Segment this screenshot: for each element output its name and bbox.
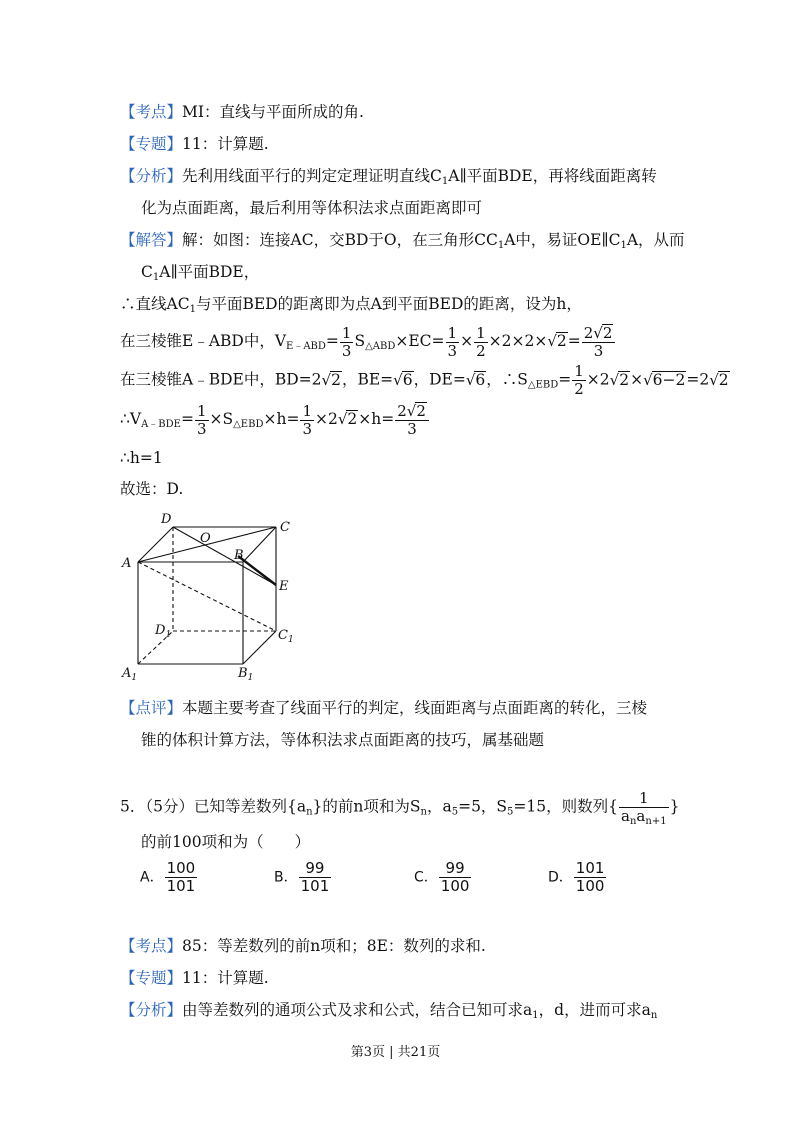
- sequence-fraction: $\frac{1}{a_na_{n+1}}$: [621, 789, 667, 827]
- q5-stem-2: 的前100项和为（ ）: [141, 833, 311, 851]
- label-E: E: [279, 579, 289, 594]
- option-a-label: A．: [140, 869, 164, 886]
- label-A1: $A_1$: [122, 666, 138, 683]
- label-A: A: [122, 556, 132, 571]
- jieda-text-2a: C: [141, 263, 153, 281]
- option-b-num: 99: [299, 860, 332, 878]
- line-BE: [238, 556, 276, 585]
- option-d-num: 101: [575, 859, 605, 877]
- option-a-num: 100: [166, 859, 196, 877]
- edge-BC: [243, 527, 276, 562]
- option-c-den: 100: [440, 877, 470, 895]
- option-c-label: C．: [414, 869, 438, 886]
- cube-figure: [118, 510, 303, 685]
- dianping-line-1: [120, 697, 731, 719]
- q5-stem-c: ，a: [426, 797, 452, 816]
- zhuanti-text: 11：计算题.: [182, 135, 269, 153]
- option-b-label: B．: [274, 869, 298, 886]
- option-b-den: 101: [300, 877, 330, 895]
- option-a[interactable]: [140, 860, 198, 895]
- q5-fenxi-text-b: ，d，进而可求a: [538, 1001, 651, 1019]
- jieda-text-a: 解：如图：连接AC，交BD于O，在三角形CC: [182, 231, 498, 249]
- option-d-label: D．: [548, 869, 573, 886]
- option-c-num: 99: [439, 860, 472, 878]
- h-result: ∴h=1: [120, 449, 163, 467]
- label-D1: $D_1$: [155, 623, 172, 640]
- zhuanti-line: [120, 133, 731, 155]
- formula-line-5: 在三棱锥A﹣BDE中，BD=2√2，BE=√6，DE=√6，$\therefore S_{\triangle EBD}=$ $\frac{1}{2}$ ×2√2×√6−2=2√2: [120, 362, 729, 398]
- edge-B1C1: [243, 631, 276, 664]
- q5-stem-a: 5．（5分）已知等差数列{a: [120, 797, 307, 816]
- q5-kaodian-text: 85：等差数列的前n项和；8E：数列的求和.: [182, 937, 486, 955]
- fenxi-line-2: [141, 197, 731, 219]
- dianping-text-1: 本题主要考查了线面平行的判定，线面距离与点面距离的转化，三棱: [182, 699, 648, 717]
- kaodian-text: MI：直线与平面所成的角.: [182, 103, 364, 121]
- option-a-den: 101: [166, 877, 196, 895]
- edge-AD: [138, 527, 173, 562]
- formula-line-6: $\therefore V_{A﹣BDE}=$ $\frac{1}{3}$ $\times S_{\triangle EBD}\times h=$ $\frac{1}{3}$ ×2√2×h= $\frac{2√2}{3}$: [120, 402, 731, 438]
- q5-zhuanti-tag: 【专题】: [120, 969, 183, 987]
- answer-choice: 故选：D.: [120, 480, 184, 498]
- jieda-text-b: A中，易证OE∥C: [504, 231, 621, 249]
- q5-stem-line-2: [141, 831, 731, 853]
- q5-stem-e: =15，则数列: [513, 797, 609, 816]
- line4-a: 在三棱锥E﹣ABD中，V: [120, 332, 287, 350]
- q5-fenxi-tag: 【分析】: [120, 1001, 183, 1019]
- fenxi-text-2: 化为点面距离，最后利用等体积法求点面距离即可: [141, 199, 483, 217]
- dianping-line-2: [141, 729, 731, 751]
- option-c[interactable]: [414, 860, 472, 895]
- q5-zhuanti-line: [120, 967, 731, 989]
- label-D: D: [161, 512, 172, 527]
- q5-stem-d: =5，S: [458, 797, 508, 816]
- fenxi-text-b: A∥平面BDE，再将线面距离转: [448, 167, 657, 185]
- line3-b: 与平面BED的距离即为点A到平面BED的距离，设为h，: [195, 295, 582, 313]
- line5-a: 在三棱锥A﹣BDE中，BD=2: [120, 370, 322, 389]
- q5-fenxi-line: 【分析】由等差数列的通项公式及求和公式，结合已知可求$a_1$，d，进而可求$a_n$: [120, 1001, 658, 1021]
- jieda-text-c: A，从而: [626, 231, 685, 249]
- q5-fenxi-text: 由等差数列的通项公式及求和公式，结合已知可求a: [182, 1001, 533, 1019]
- label-B1: $B_1$: [238, 666, 254, 683]
- line3-a: ∴直线AC: [120, 295, 190, 313]
- fenxi-text: 先利用线面平行的判定定理证明直线C: [182, 167, 442, 185]
- q5-stem-b: }的前n项和为S: [312, 797, 421, 816]
- label-B: B: [234, 548, 244, 563]
- jieda-tag: 【解答】: [120, 231, 183, 249]
- line-7: [120, 447, 731, 469]
- dianping-text-2: 锥的体积计算方法，等体积法求点面距离的技巧，属基础题: [141, 731, 545, 749]
- hidden-AC1: [138, 562, 276, 631]
- q5-kaodian-line: [120, 935, 731, 957]
- option-d[interactable]: [548, 860, 607, 895]
- label-O: O: [200, 531, 211, 546]
- option-d-den: 100: [575, 877, 605, 895]
- fenxi-tag: 【分析】: [120, 167, 183, 185]
- page-footer: 第3页 | 共21页: [350, 1045, 441, 1060]
- jieda-line-1: 【解答】解：如图：连接AC，交BD于O，在三角形$CC_1A$中，易证$OE\parallel C_1A$，从而: [120, 231, 685, 251]
- solution-line-3: ∴直线$AC_1$与平面BED的距离即为点A到平面BED的距离，设为h，: [120, 295, 582, 315]
- fenxi-line-1: 【分析】先利用线面平行的判定定理证明直线$C_1A\parallel$平面BDE，再将线面距离转: [120, 167, 657, 187]
- jieda-line-2: $C_1A\parallel$平面BDE，: [141, 263, 260, 283]
- q5-zhuanti-text: 11：计算题.: [182, 969, 269, 987]
- label-C: C: [280, 520, 290, 535]
- jieda-text-2b: A∥平面BDE，: [159, 263, 260, 281]
- option-b[interactable]: [274, 860, 332, 895]
- kaodian-line: [120, 101, 731, 123]
- zhuanti-tag: 【专题】: [120, 135, 183, 153]
- label-C1: $C_1$: [278, 628, 294, 645]
- line-DE: [173, 527, 276, 585]
- line-8: [120, 478, 731, 500]
- formula-line-4: 在三棱锥E﹣ABD中，$V_{E﹣ABD}=$ $\frac{1}{3}$ $S_{\triangle ABD}\times EC=$ $\frac{1}{3}$ × $\frac{1}{2}$ ×2×2×√2= $\frac{2√2}{3}$: [120, 324, 731, 360]
- dianping-tag: 【点评】: [120, 699, 183, 717]
- q5-kaodian-tag: 【考点】: [120, 937, 183, 955]
- kaodian-tag: 【考点】: [120, 103, 183, 121]
- q5-stem-line-1: 5．（5分）已知等差数列$\{a_n\}$的前n项和为$S_n$，$a_5=5$，$S_5=15$，则数列{ $\frac{1}{a_na_{n+1}}$ }: [120, 789, 680, 827]
